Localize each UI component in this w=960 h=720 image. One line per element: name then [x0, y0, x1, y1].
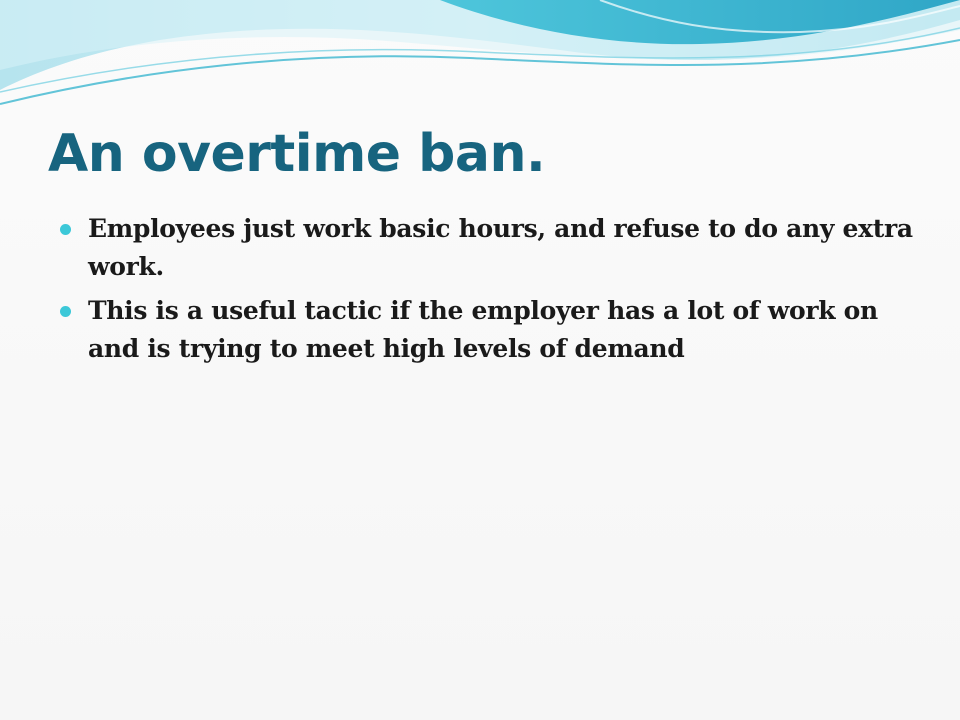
bullet-text: Employees just work basic hours, and refuse to do any extra work.: [88, 214, 913, 281]
bullet-text: This is a useful tactic if the employer has a lot of work on and is trying to meet high levels of demand: [88, 296, 878, 363]
bullet-item: [60, 292, 920, 368]
slide-title: An overtime ban.: [48, 124, 546, 184]
header-wave-decoration: [0, 0, 960, 120]
bullet-marker-icon: [60, 224, 71, 235]
bullet-list: [60, 210, 920, 374]
bullet-marker-icon: [60, 306, 71, 317]
bullet-item: [60, 210, 920, 286]
